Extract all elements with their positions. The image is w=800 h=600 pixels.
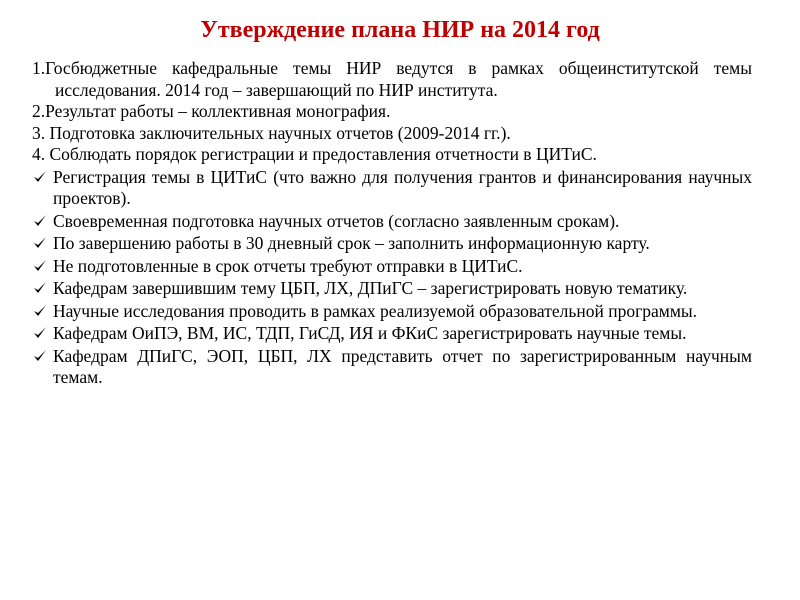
bullet-text: Своевременная подготовка научных отчетов (согласно заявленным срокам).	[53, 210, 620, 231]
bullet-item	[32, 233, 752, 255]
numbered-item-1: 1.Госбюджетные кафедральные темы НИР ведутся в рамках общеинститутской темы исследования. 2014 год – завершающий по НИР института.	[32, 58, 752, 100]
checkmark-arrow-icon	[32, 235, 48, 251]
checkmark-arrow-icon	[32, 213, 48, 229]
slide-title: Утверждение плана НИР на 2014 год	[200, 17, 600, 43]
bullet-text: Научные исследования проводить в рамках реализуемой образовательной программы.	[53, 300, 698, 321]
bullet-text: По завершению работы в 30 дневный срок – заполнить информационную карту.	[53, 233, 650, 253]
bullet-item	[32, 301, 752, 323]
bullet-item	[32, 256, 752, 278]
checkmark-arrow-icon	[32, 348, 48, 364]
bullet-text: Кафедрам завершившим тему ЦБП, ЛХ, ДПиГС – зарегистрировать новую тематику.	[53, 278, 688, 298]
checkmark-arrow-icon	[32, 258, 48, 274]
checkmark-arrow-icon	[32, 280, 48, 296]
bullet-item	[32, 167, 752, 210]
bullet-text: Кафедрам ДПиГС, ЭОП, ЦБП, ЛХ представить отчет по зарегистрированным научным темам.	[53, 345, 752, 387]
bullet-item	[32, 323, 752, 345]
bullet-text: Кафедрам ОиПЭ, ВМ, ИС, ТДП, ГиСД, ИЯ и ФКиС зарегистрировать научные темы.	[53, 323, 687, 343]
numbered-item-3: 3. Подготовка заключительных научных отчетов (2009-2014 гг.).	[32, 122, 511, 143]
numbered-item-4: 4. Соблюдать порядок регистрации и предоставления отчетности в ЦИТиС.	[32, 144, 597, 164]
checkmark-arrow-icon	[32, 325, 48, 341]
numbered-item-2: 2.Результат работы – коллективная монография.	[32, 101, 391, 121]
bullet-item	[32, 346, 752, 389]
bullet-text: Не подготовленные в срок отчеты требуют отправки в ЦИТиС.	[53, 255, 523, 276]
slide-content	[32, 58, 752, 389]
checkmark-arrow-icon	[32, 303, 48, 319]
bullet-item	[32, 278, 752, 300]
checkmark-arrow-icon	[32, 169, 48, 185]
bullet-item	[32, 211, 752, 233]
bullet-text: Регистрация темы в ЦИТиС (что важно для получения грантов и финансирования научных проектов).	[53, 166, 752, 208]
